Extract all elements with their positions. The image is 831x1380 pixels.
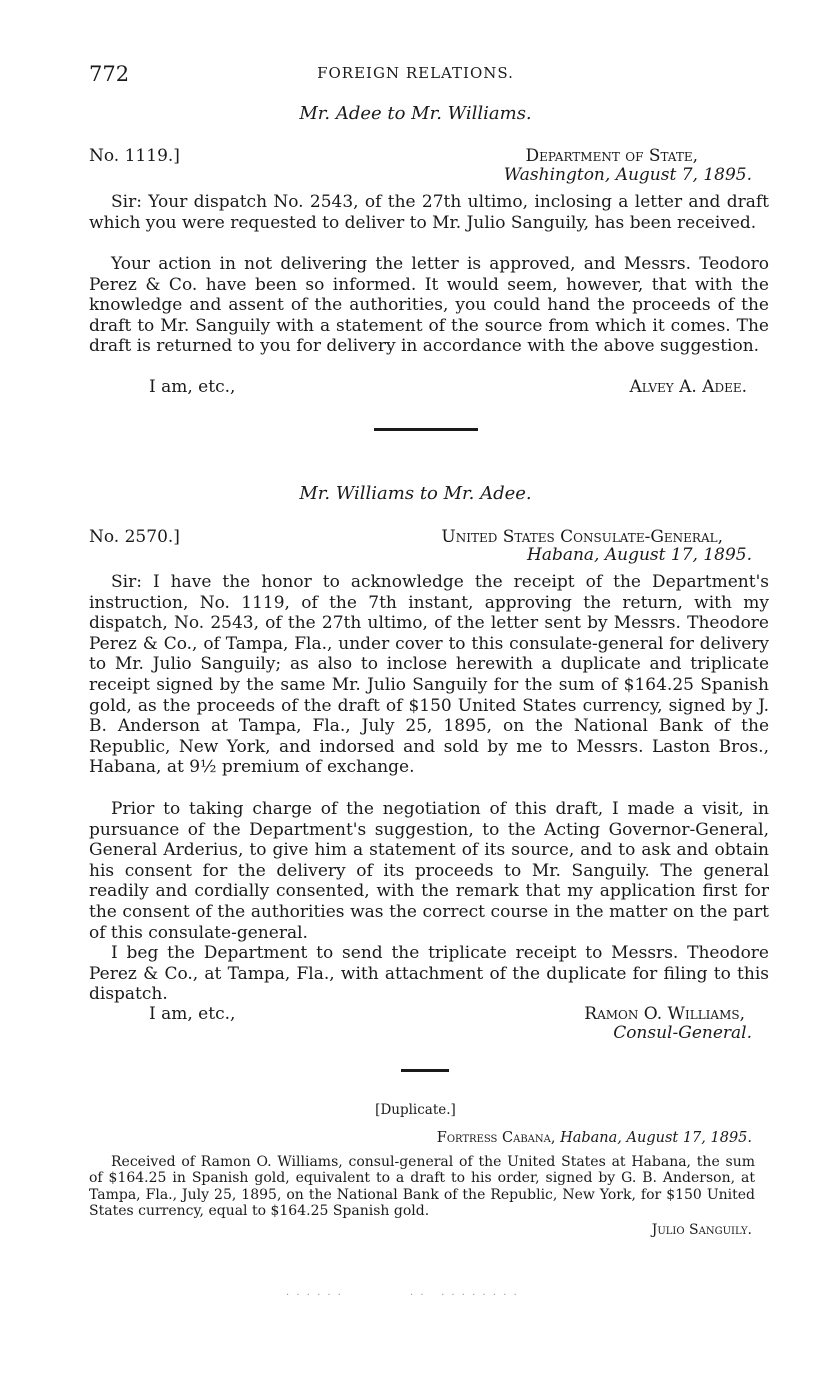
scan-artifact: · · · · · · · · · · xyxy=(410,1290,519,1301)
letter1-closing: I am, etc., xyxy=(149,377,236,397)
letter2-heading: Mr. Williams to Mr. Adee. xyxy=(299,483,532,504)
letter1-paragraph-1: Sir: Your dispatch No. 2543, of the 27th ultimo, inclosing a letter and draft which you were requested to deliver to Mr. Julio Sanguily, has been received. xyxy=(89,192,769,233)
section-divider xyxy=(374,428,478,431)
letter2-signature: Ramon O. Williams, xyxy=(584,1004,745,1024)
receipt-place: Fortress Cabana, xyxy=(436,1130,556,1146)
receipt-signature: Julio Sanguily. xyxy=(651,1222,752,1238)
section-divider-small xyxy=(401,1069,449,1072)
letter2-place-date: Habana, August 17, 1895. xyxy=(527,545,752,565)
receipt-place-date: Habana, August 17, 1895. xyxy=(560,1130,752,1146)
letter1-place-date: Washington, August 7, 1895. xyxy=(503,165,752,185)
letter2-closing: I am, etc., xyxy=(149,1004,236,1024)
running-title: FOREIGN RELATIONS. xyxy=(317,64,514,82)
receipt-place-line xyxy=(437,1130,752,1146)
letter2-paragraph-3: I beg the Department to send the triplicate receipt to Messrs. Theodore Perez & Co., at Tampa, Fla., with attachment of the duplicate for filing to this dispatch. xyxy=(89,943,769,1005)
letter1-number: No. 1119.] xyxy=(89,146,180,166)
receipt-body: Received of Ramon O. Williams, consul-general of the United States at Habana, the sum of $164.25 in Spanish gold, equivalent to a draft to his order, signed by G. B. Anderson, at Tampa, Fla., July 25, 1895, on the National Bank of the Republic, New York, for $150 United States currency, equal to $164.25 Spanish gold. xyxy=(89,1154,755,1220)
scan-artifact: · · · · · · xyxy=(286,1290,343,1301)
letter1-department: Department of State, xyxy=(525,146,698,166)
letter1-paragraph-2: Your action in not delivering the letter is approved, and Messrs. Teodoro Perez & Co. have been so informed. It would seem, however, that with the knowledge and assent of the authorities, you could hand the proceeds of the draft to Mr. Sanguily with a statement of the source from which it comes. The draft is returned to you for delivery in accordance with the above suggestion. xyxy=(89,254,769,357)
receipt-label: [Duplicate.] xyxy=(375,1102,456,1118)
letter2-paragraph-2: Prior to taking charge of the negotiation of this draft, I made a visit, in pursuance of the Department's suggestion, to the Acting Governor-General, General Arderius, to give him a statement of its source, and to ask and obtain his consent for the delivery of its proceeds to Mr. Sanguily. The general readily and cordially consented, with the remark that my application first for the consent of the authorities was the correct course in the matter on the part of this consulate-general. xyxy=(89,799,769,943)
letter2-department: United States Consulate-General, xyxy=(441,527,723,547)
page-number: 772 xyxy=(89,62,130,86)
letter1-heading: Mr. Adee to Mr. Williams. xyxy=(299,103,532,124)
letter2-number: No. 2570.] xyxy=(89,527,180,547)
letter2-paragraph-1: Sir: I have the honor to acknowledge the receipt of the Department's instruction, No. 1119, of the 7th instant, approving the return, with my dispatch, No. 2543, of the 27th ultimo, of the letter sent by Messrs. Theodore Perez & Co., of Tampa, Fla., under cover to this consulate-general for delivery to Mr. Julio Sanguily; as also to inclose herewith a duplicate and triplicate receipt signed by the same Mr. Julio Sanguily for the sum of $164.25 Spanish gold, as the proceeds of the draft of $150 United States currency, signed by J. B. Anderson at Tampa, Fla., July 25, 1895, on the National Bank of the Republic, New York, and indorsed and sold by me to Messrs. Laston Bros., Habana, at 9½ premium of exchange. xyxy=(89,572,769,778)
letter2-title: Consul-General. xyxy=(613,1023,752,1043)
letter1-signature: Alvey A. Adee. xyxy=(629,377,747,397)
